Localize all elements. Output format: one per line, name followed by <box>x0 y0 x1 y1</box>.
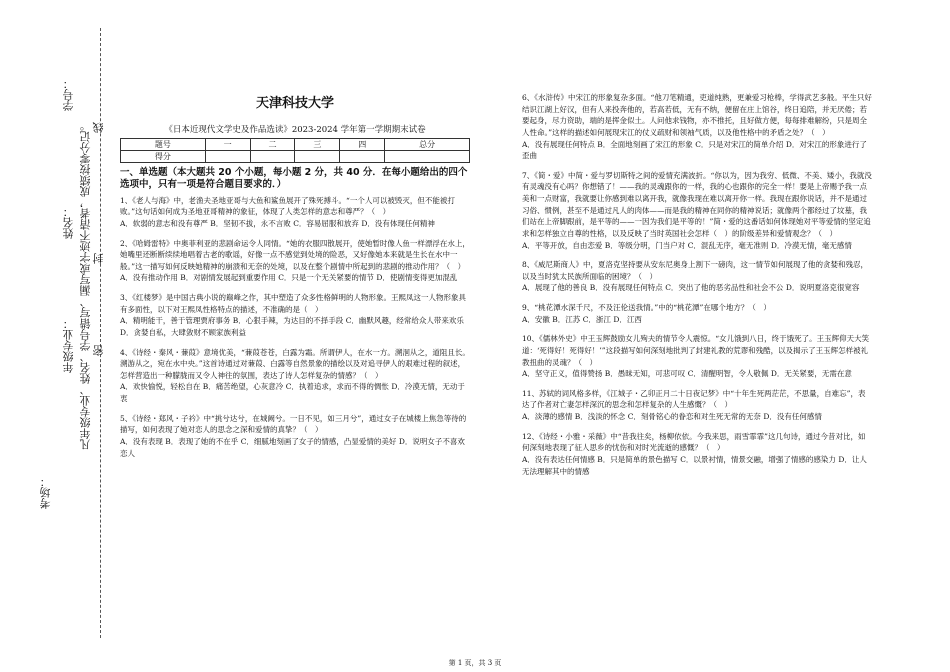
question <box>120 238 470 285</box>
question-stem: 4、《诗经・秦风・蒹葭》意境优美，“蒹葭苍苍，白露为霜。所谓伊人，在水一方。溯洄从之，道阻且长。溯游从之，宛在水中央。”这首诗通过对蒹葭、白露等自然景象的描绘以及对追寻伊人的艰难过程的叙述，怎样营造出一种朦胧而又令人神往的氛围，表达了诗人怎样复杂的情感？（ ） <box>120 347 470 380</box>
question-stem: 11、苏轼的词风格多样，《江城子・乙卯正月二十日夜记梦》中“十年生死两茫茫，不思量，自难忘”，表达了作者对亡妻怎样深沉的思念和怎样复杂的人生感慨？（ ） <box>522 388 866 410</box>
question-stem: 5、《诗经・郑风・子衿》中“挑兮达兮，在城阙兮。一日不见，如三月兮”，通过女子在城楼上焦急等待的描写，如何表现了她对恋人的思念之深和爱情的真挚？（ ） <box>120 413 467 435</box>
question <box>522 431 872 478</box>
question-options: A．没有推动作用 B．对剧情发展起到重要作用 C．只是一个无关紧要的情节 D．使剧情变得更加混乱 <box>120 273 458 283</box>
question <box>120 292 470 339</box>
score-cell <box>250 151 295 163</box>
score-cell: 二 <box>250 139 295 151</box>
question-stem: 9、“桃花潭水深千尺，不及汪伦送我情。”中的“桃花潭”在哪个地方？（ ） <box>522 303 771 312</box>
section-one-heading: 一、单选题（本大题共 20 个小题，每小题 2 分，共 40 分．在每小题给出的四个选项中，只有一项是符合题目要求的．） <box>120 167 468 191</box>
question-stem: 12、《诗经・小雅・采薇》中“昔我往矣，杨柳依依。今我来思，雨雪霏霏”这几句诗，通过今昔对比，如何深刻地表现了征人思乡的忧伤和对时光流逝的感慨？（ ） <box>522 431 866 453</box>
question <box>522 92 872 162</box>
question-options: A．精明能干，善于管理贾府事务 B．心狠手辣，为达目的不择手段 C．幽默风趣，经常给众人带来欢乐 D．贪婪自私，大肆敛财不顾家族利益 <box>120 316 464 337</box>
school-title: 天津科技大学 <box>255 96 334 111</box>
exam-room-label: 考场： <box>39 476 52 509</box>
question <box>522 259 872 294</box>
question-options: A．展现了他的善良 B．没有展现任何特点 C．突出了他的恶劣品性和社会不公 D．说明夏洛克很宽容 <box>522 283 860 293</box>
name-label: 姓名： <box>62 206 75 239</box>
major-label: 年级专业： <box>62 318 75 373</box>
score-cell <box>295 151 340 163</box>
question <box>522 388 872 423</box>
seal-seal-mark: 封 <box>92 253 105 264</box>
question-options: A．安徽 B．江苏 C．浙江 D．江西 <box>522 314 642 324</box>
score-table <box>120 138 470 163</box>
right-column <box>522 92 872 485</box>
score-table-score-row <box>121 151 470 163</box>
exam-title: 《日本近现代文学史及作品选读》2023-2024 学年第一学期期末试卷 <box>164 125 426 135</box>
question-stem: 2、《哈姆雷特》中奥菲利亚的悲剧命运令人同情。“她的衣服四散展开，使她暂时像人鱼一样漂浮在水上，她嘴里还断断续续地唱着古老的歌谣，好像一点不感觉到处境的险恶，又好像她本来就是生长在水中一般。”这一描写如何反映她精神的崩溃和无奈的处境，以及在整个剧情中所起到的悲剧的推动作用？（ ） <box>120 238 470 271</box>
binding-dashed-line <box>100 28 101 638</box>
question-options: A．欢快愉悦，轻松自在 B．痛苦绝望，心灰意冷 C．执着追求，求而不得的惆怅 D．冷漠无情，无动于衷 <box>120 382 465 404</box>
question-stem: 3、《红楼梦》是中国古典小说的巅峰之作，其中塑造了众多性格鲜明的人物形象。王熙凤这一人物形象具有多面性，以下对王熙凤性格特点的描述，不准确的是（ ） <box>120 293 467 314</box>
question-options: A．没有表达任何情感 B．只是简单的景色描写 C．以景衬情，情景交融，增强了情感的感染力 D．让人无法理解其中的情感 <box>522 454 867 476</box>
question-options: A．没有展现任何特点 B．全面地刻画了宋江的形象 C．只是对宋江的简单介绍 D．对宋江的形象进行了歪曲 <box>522 139 867 161</box>
notice-text: 凡年级专业、姓名、学号错写、漏写或字迹不清者，成绩按零分记。 <box>79 120 92 450</box>
score-cell: 总分 <box>385 139 470 151</box>
question-options: A．没有表现 B．表现了她的不在乎 C．细腻地刻画了女子的情感，凸显爱情的美好 D．说明女子不喜欢恋人 <box>120 436 465 458</box>
question <box>522 302 872 325</box>
score-cell: 题号 <box>121 139 206 151</box>
left-column <box>120 92 470 467</box>
question <box>120 195 470 230</box>
question-options: A．平等开放，自由恋爱 B．等级分明，门当户对 C．混乱无序，毫无准则 D．冷漠无情，毫无感情 <box>522 240 852 250</box>
question-stem: 10、《儒林外史》中王玉辉鼓励女儿殉夫的情节令人震惊。“女儿饿到八日，终于饿死了。王玉辉仰天大笑道：‘死得好！死得好！’”这段描写如何深刻地批判了封建礼教的荒谬和残酷，以及揭示了王玉辉怎样被礼教扭曲的灵魂？（ ） <box>522 334 870 367</box>
question-stem: 1、《老人与海》中，老渔夫圣地亚哥与大鱼和鲨鱼展开了殊死搏斗。“一个人可以被毁灭，但不能被打败。”这句话如何成为圣地亚哥精神的象征，体现了人类怎样的意志和尊严？（ ） <box>120 195 455 217</box>
seal-secret-mark: 密 <box>92 345 105 356</box>
question <box>120 347 470 405</box>
score-cell <box>385 151 470 163</box>
question-options: A．淡薄的感情 B．浅淡的怀念 C．刻骨铭心的眷恋和对生死无常的无奈 D．没有任何感情 <box>522 412 822 421</box>
score-cell: 四 <box>340 139 385 151</box>
score-cell <box>205 151 250 163</box>
question-stem: 8、《威尼斯商人》中，夏洛克坚持要从安东尼奥身上割下一磅肉，这一情节如何展现了他的贪婪和残忍，以及当时犹太民族所面临的困境？（ ） <box>522 260 869 281</box>
question-options: A．软弱的意志和没有尊严 B．坚韧不拔，永不言败 C．容易屈服和放弃 D．没有体现任何精神 <box>120 218 435 228</box>
question <box>522 333 872 380</box>
question-stem: 6、《水浒传》中宋江的形象复杂多面。“他刀笔精通，吏道纯熟，更兼爱习枪棒，学得武艺多般。平生只好结识江湖上好汉，但有人来投奔他的，若高若低，无有不纳，便留在庄上馆谷，终日追陪，并无厌倦；若要起身，尽力资助，端的是挥金似土。人问他求钱物，亦不推托，且好做方便，每每排难解纷，只是周全人性命。”这样的描述如何展现宋江的仗义疏财和领袖气质，以及他性格中的矛盾之处？（ ） <box>522 93 872 137</box>
question-stem: 7、《简・爱》中简・爱与罗切斯特之间的爱情充满波折。“你以为，因为我穷、低微、不美、矮小，我就没有灵魂没有心吗？你想错了！——我的灵魂跟你的一样，我的心也跟你的完全一样！要是上帝赐予我一点美和一点财富，我就要让你感到难以离开我，就像我现在难以离开你一样。我现在跟你说话，并不是通过习俗、惯例，甚至不是通过凡人的肉体——而是我的精神在同你的精神说话；就像两个都经过了坟墓，我们站在上帝脚跟前，是平等的——一因为我们是平等的！”简・爱的这番话如何体现她对平等爱情的坚定追求和怎样独立自尊的性格，以及反映了当时英国社会怎样（ ）的阶级差异和爱情观念？（ ） <box>522 170 872 238</box>
question <box>522 170 872 251</box>
score-cell: 得分 <box>121 151 206 163</box>
question <box>120 413 470 460</box>
score-cell <box>340 151 385 163</box>
score-cell: 三 <box>295 139 340 151</box>
score-table-header-row <box>121 139 470 151</box>
student-id-label: 学号： <box>62 78 75 111</box>
score-cell: 一 <box>205 139 250 151</box>
binding-margin <box>0 0 108 672</box>
seal-line-mark: 线 <box>92 122 105 133</box>
page-footer: 第 1 页，共 3 页 <box>448 659 502 667</box>
question-options: A．坚守正义，值得赞扬 B．愚昧无知，可悲可叹 C．清醒明智，令人敬佩 D．无关紧要，无需在意 <box>522 369 852 379</box>
